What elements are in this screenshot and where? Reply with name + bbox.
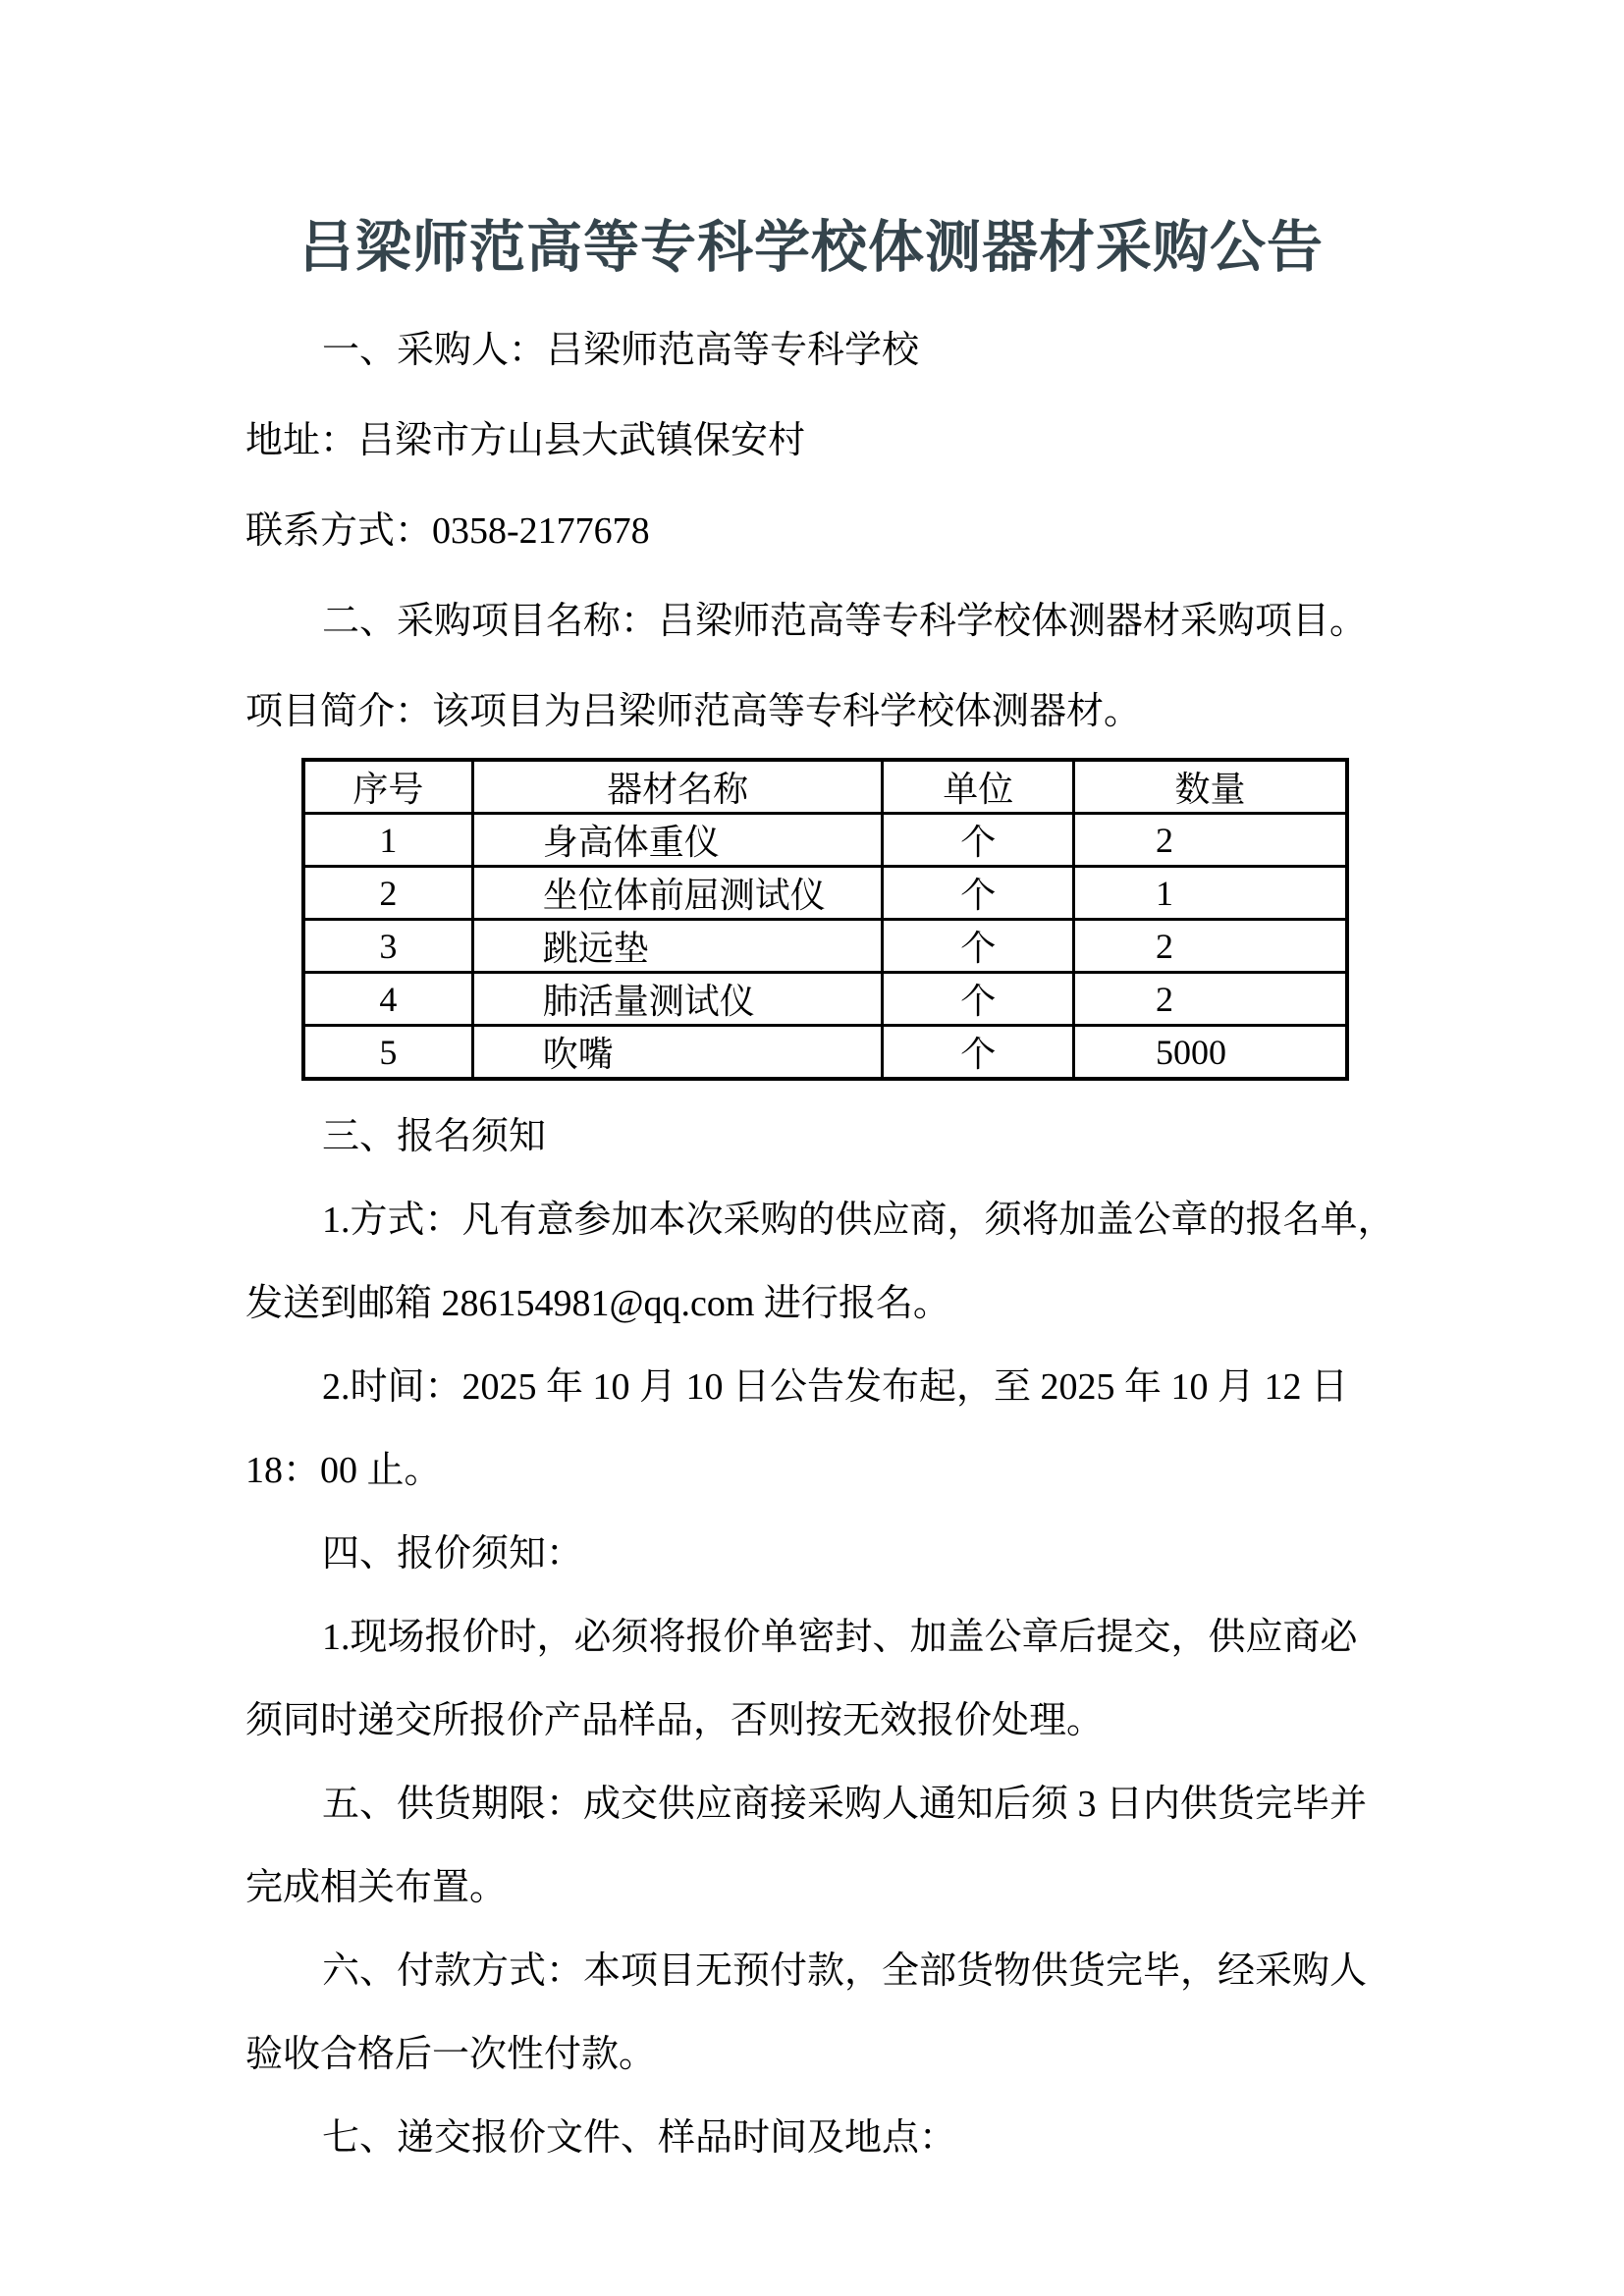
text-line: [245, 1591, 1377, 1675]
text-line-content: 联系方式：0358-2177678: [245, 509, 650, 552]
text-line: [245, 1508, 1377, 1591]
table-row: [303, 814, 1347, 867]
text-line: [245, 1675, 1377, 1758]
text-line: [245, 391, 1377, 481]
equipment-table: [301, 758, 1349, 1081]
text-line-content: 七、递交报价文件、样品时间及地点：: [322, 2117, 957, 2159]
cell-equipment-name: 肺活量测试仪: [472, 973, 883, 1026]
cell-index: 5: [303, 1026, 472, 1080]
text-line-content: 1.方式：凡有意参加本次采购的供应商，须将加盖公章的报名单，: [322, 1200, 1395, 1241]
text-line-content: 六、付款方式：本项目无预付款，全部货物供货完毕，经采购人: [322, 1950, 1368, 1992]
table-row: [303, 920, 1347, 973]
text-line-content: 五、供货期限：成交供应商接采购人通知后须 3 日内供货完毕并: [322, 1784, 1368, 1825]
cell-quantity: 2: [1073, 920, 1347, 973]
cell-quantity: 2: [1073, 814, 1347, 867]
text-line-content: 须同时递交所报价产品样品，否则按无效报价处理。: [245, 1700, 1105, 1741]
text-line-content: 18：00 止。: [245, 1450, 442, 1491]
column-header-index: 序号: [303, 760, 472, 814]
cell-quantity: 1: [1073, 867, 1347, 920]
table-row: [303, 973, 1347, 1026]
cell-equipment-name: 坐位体前屈测试仪: [472, 867, 883, 920]
text-line: [245, 1424, 1377, 1508]
text-line: [245, 481, 1377, 571]
cell-unit: 个: [883, 1026, 1074, 1080]
text-line: [245, 1091, 1377, 1174]
cell-index: 3: [303, 920, 472, 973]
text-line-content: 三、报名须知: [322, 1116, 547, 1157]
column-header-equipment-name: 器材名称: [472, 760, 883, 814]
cell-index: 1: [303, 814, 472, 867]
table-header-row: [303, 760, 1347, 814]
text-line: [245, 300, 1377, 391]
text-line-content: 1.现场报价时，必须将报价单密封、加盖公章后提交，供应商必: [322, 1617, 1358, 1658]
cell-equipment-name: 身高体重仪: [472, 814, 883, 867]
cell-quantity: 2: [1073, 973, 1347, 1026]
text-line-content: 项目简介：该项目为吕梁师范高等专科学校体测器材。: [245, 690, 1142, 732]
cell-equipment-name: 跳远垫: [472, 920, 883, 973]
text-line-content: 一、采购人：吕梁师范高等专科学校: [322, 329, 920, 371]
table-row: [303, 1026, 1347, 1080]
text-line-content: 二、采购项目名称：吕梁师范高等专科学校体测器材采购项目。: [322, 600, 1368, 642]
cell-quantity: 5000: [1073, 1026, 1347, 1080]
text-line: [245, 2008, 1377, 2092]
cell-index: 4: [303, 973, 472, 1026]
text-line: [245, 2092, 1377, 2175]
text-line: [245, 1758, 1377, 1842]
cell-unit: 个: [883, 814, 1074, 867]
text-line: [245, 1842, 1377, 1925]
text-line: [245, 662, 1377, 752]
page-title: 吕梁师范高等专科学校体测器材采购公告: [298, 217, 1324, 279]
table-row: [303, 867, 1347, 920]
text-line-content: 完成相关布置。: [245, 1867, 508, 1908]
text-line-content: 2.时间：2025 年 10 月 10 日公告发布起，至 2025 年 10 月 12 日: [322, 1366, 1349, 1408]
text-line: [245, 1174, 1395, 1257]
cell-unit: 个: [883, 867, 1074, 920]
intro-section: [245, 300, 1377, 752]
text-line-content: 验收合格后一次性付款。: [245, 2034, 657, 2075]
cell-unit: 个: [883, 920, 1074, 973]
cell-equipment-name: 吹嘴: [472, 1026, 883, 1080]
text-line: [245, 1257, 1377, 1341]
cell-index: 2: [303, 867, 472, 920]
text-line: [245, 1925, 1377, 2008]
column-header-unit: 单位: [883, 760, 1074, 814]
cell-unit: 个: [883, 973, 1074, 1026]
text-line-content: 发送到邮箱 286154981@qq.com 进行报名。: [245, 1283, 950, 1324]
body-section: [245, 1091, 1395, 2175]
column-header-quantity: 数量: [1073, 760, 1347, 814]
text-line-content: 地址：吕梁市方山县大武镇保安村: [245, 419, 806, 461]
document-content: [245, 196, 1395, 2175]
text-line-content: 四、报价须知：: [322, 1533, 584, 1575]
text-line: [245, 1341, 1377, 1424]
text-line: [245, 571, 1377, 662]
